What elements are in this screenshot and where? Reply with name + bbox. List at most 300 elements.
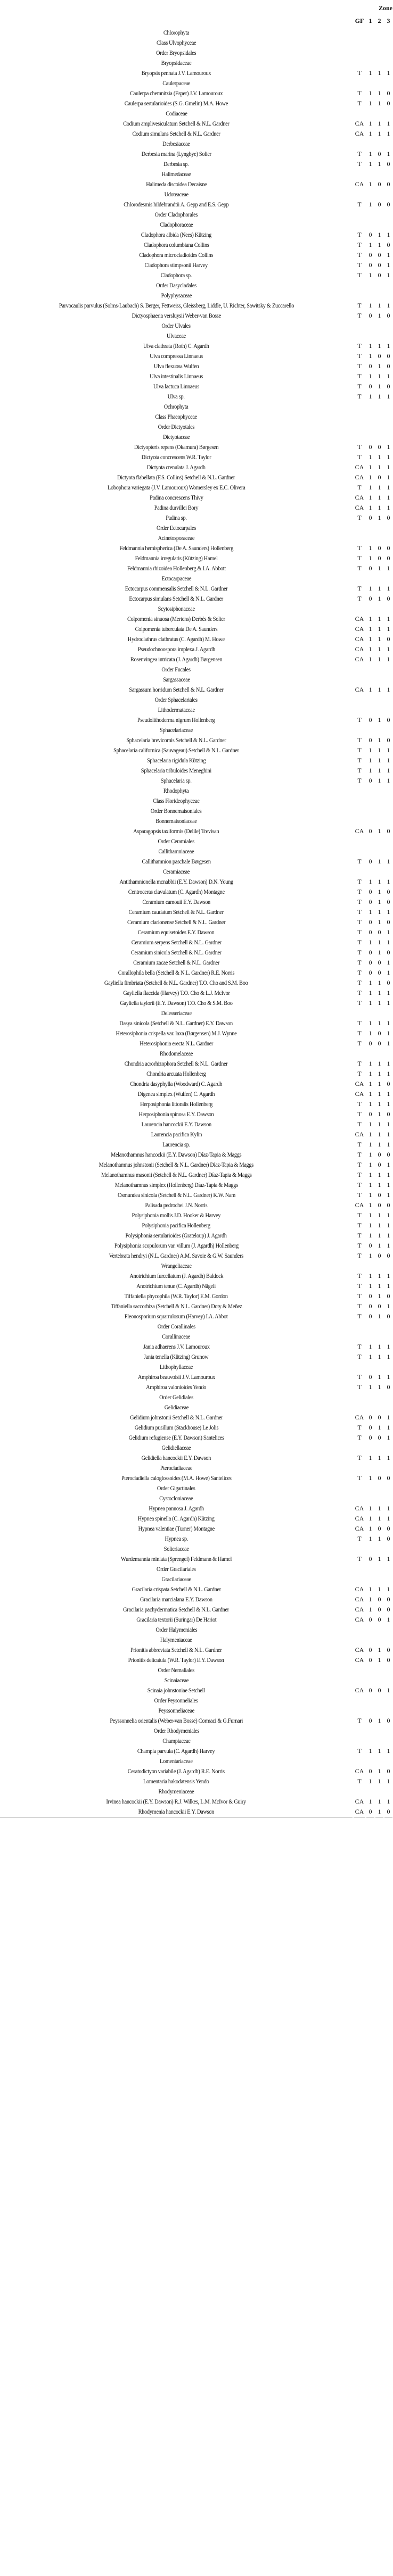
species-name-cell	[0, 1352, 353, 1362]
zone-3-cell: 0	[387, 1252, 390, 1259]
taxon-heading-row	[0, 1665, 392, 1675]
zone-1-cell	[366, 1706, 374, 1716]
taxon-name: Lithophyllaceae	[160, 1363, 193, 1370]
zone-3-cell: 0	[387, 888, 390, 895]
taxon-name-cell	[0, 786, 353, 796]
species-row	[0, 1807, 392, 1817]
taxon-name-cell	[0, 1736, 353, 1746]
zone-2-cell: 1	[378, 1211, 381, 1219]
zone-2-cell: 1	[378, 1292, 381, 1300]
zone-3-cell: 0	[387, 362, 390, 370]
taxon-heading-row	[0, 664, 392, 675]
zone-1-cell: 1	[369, 1221, 372, 1229]
zone-2-cell: 1	[378, 241, 381, 248]
zone-2-cell	[375, 1332, 383, 1342]
zone-2-cell: 1	[378, 888, 381, 895]
zone-1-cell: 1	[369, 1747, 372, 1755]
species-name-cell	[0, 1129, 353, 1140]
zone-1-cell: 1	[369, 686, 372, 693]
taxon-name-cell	[0, 109, 353, 119]
zone-3-cell: 1	[387, 959, 390, 966]
species-name-cell	[0, 1160, 353, 1170]
growth-form-cell	[354, 432, 365, 442]
species-name: Chondria arcuata Hollenberg	[146, 1070, 206, 1077]
zone-1-cell	[366, 1696, 374, 1706]
species-row	[0, 998, 392, 1008]
species-row	[0, 1605, 392, 1615]
growth-form-cell: T	[357, 736, 362, 744]
zone-2-cell	[375, 695, 383, 705]
taxon-name-cell	[0, 290, 353, 301]
species-name-cell	[0, 1685, 353, 1696]
zone-1-cell	[366, 725, 374, 735]
species-name-cell	[0, 968, 353, 978]
species-name: Ulva flexuosa Wulfen	[153, 362, 199, 370]
growth-form-cell: T	[357, 1161, 362, 1168]
taxon-heading-row	[0, 1786, 392, 1797]
growth-form-cell: T	[357, 1171, 362, 1178]
zone-1-cell: 0	[369, 969, 372, 976]
species-name-cell	[0, 1301, 353, 1311]
taxon-name: Callithamniaceae	[158, 847, 194, 855]
species-row	[0, 1584, 392, 1594]
zone-2-cell: 0	[378, 180, 381, 188]
taxon-heading-row	[0, 816, 392, 826]
growth-form-cell	[354, 1786, 365, 1797]
species-name: Ceramium clarionense Setchell & N.L. Gardner	[127, 918, 226, 926]
taxon-name-cell	[0, 1362, 353, 1372]
taxon-name: Order Dasycladales	[156, 281, 196, 289]
growth-form-cell	[354, 1463, 365, 1473]
growth-form-cell	[354, 1493, 365, 1503]
species-name-cell	[0, 776, 353, 786]
zone-3-cell: 1	[387, 1100, 390, 1108]
growth-form-cell: CA	[355, 625, 364, 633]
species-row	[0, 1685, 392, 1696]
zone-3-cell	[384, 1332, 392, 1342]
species-row	[0, 311, 392, 321]
growth-form-cell: CA	[355, 1616, 364, 1623]
species-row	[0, 1766, 392, 1776]
species-row	[0, 1776, 392, 1786]
zone-3-cell	[384, 1756, 392, 1766]
blank-header-cell	[0, 0, 353, 14]
growth-form-cell	[354, 1402, 365, 1412]
species-name: Ulva clathrata (Roth) C. Agardh	[143, 342, 209, 350]
growth-form-cell	[354, 48, 365, 58]
growth-form-cell: T	[357, 514, 362, 521]
zone-1-cell	[366, 836, 374, 846]
taxon-heading-row	[0, 1564, 392, 1574]
taxon-heading-row	[0, 321, 392, 331]
taxon-heading-row	[0, 1706, 392, 1716]
species-name-cell	[0, 1605, 353, 1615]
zone-3-cell: 0	[387, 1383, 390, 1391]
zone-2-cell	[375, 1706, 383, 1716]
species-name: Wurdemannia miniata (Sprengel) Feldmann & Hamel	[120, 1555, 232, 1563]
zone-1-cell	[366, 189, 374, 200]
taxon-name-cell	[0, 1261, 353, 1271]
species-name-cell	[0, 1028, 353, 1038]
zone-3-cell: 1	[387, 463, 390, 471]
taxon-heading-row	[0, 1675, 392, 1685]
zone-2-cell	[375, 867, 383, 877]
species-row	[0, 1038, 392, 1049]
zone-2-cell: 1	[378, 918, 381, 926]
zone-3-cell: 1	[387, 1747, 390, 1755]
growth-form-cell: T	[357, 393, 362, 400]
zone-1-cell	[366, 220, 374, 230]
species-row	[0, 1524, 392, 1534]
zone-2-cell: 1	[378, 898, 381, 905]
growth-form-cell: T	[357, 716, 362, 724]
zone-3-cell	[384, 836, 392, 846]
zone-1-cell: 1	[369, 1100, 372, 1108]
growth-form-cell	[354, 1332, 365, 1342]
growth-form-cell: CA	[355, 1080, 364, 1087]
zone-3-cell	[384, 169, 392, 179]
growth-form-cell	[354, 280, 365, 290]
growth-form-cell: T	[357, 1777, 362, 1785]
species-name-cell	[0, 937, 353, 948]
growth-form-cell: T	[357, 160, 362, 168]
zone-2-cell: 1	[378, 1232, 381, 1239]
zone-1-cell	[366, 816, 374, 826]
growth-form-cell: T	[357, 1535, 362, 1542]
zone-1-cell: 1	[369, 1515, 372, 1522]
taxon-name: Order Ulvales	[161, 322, 191, 329]
growth-form-cell: T	[357, 1474, 362, 1482]
species-name-cell	[0, 129, 353, 139]
growth-form-cell	[354, 1675, 365, 1685]
zone-3-cell: 1	[387, 1686, 390, 1694]
taxon-name: Order Ectocarpales	[157, 524, 196, 531]
zone-1-cell	[366, 402, 374, 412]
zone-3-cell: 1	[387, 1060, 390, 1067]
zone-3-cell	[384, 1049, 392, 1059]
zone-3-cell: 1	[387, 231, 390, 238]
taxon-name: Order Dictyotales	[158, 423, 195, 430]
zone-1-cell: 0	[369, 261, 372, 269]
species-name: Dictyota concrescens W.R. Taylor	[141, 453, 211, 461]
species-row	[0, 614, 392, 624]
species-name: Ulva sp.	[167, 393, 185, 400]
zone-2-cell	[375, 1443, 383, 1453]
species-name: Dictyosphaeria versluysii Weber-van Bosse	[132, 312, 221, 319]
species-row	[0, 887, 392, 897]
growth-form-cell: T	[357, 938, 362, 946]
zone-1-cell: 0	[369, 231, 372, 238]
species-name-cell	[0, 927, 353, 937]
taxon-heading-row	[0, 210, 392, 220]
species-name-cell	[0, 978, 353, 988]
species-name: Tiffaniella phycophila (W.R. Taylor) E.M. Gordon	[125, 1292, 228, 1300]
taxon-name: Scinaiaceae	[164, 1676, 189, 1684]
taxon-heading-row	[0, 1332, 392, 1342]
taxon-name: Rhodomelaceae	[159, 1050, 193, 1057]
species-name: Heterosiphonia crispella var. laxa (Børgensen) M.J. Wynne	[116, 1029, 237, 1037]
growth-form-cell: CA	[355, 463, 364, 471]
zone-2-cell: 0	[378, 1434, 381, 1441]
species-name: Anotrichium tenue (C. Agardh) Nägeli	[136, 1282, 216, 1290]
species-name-cell	[0, 452, 353, 462]
growth-form-cell	[354, 533, 365, 543]
taxon-name: Caulerpaceae	[162, 79, 190, 87]
growth-form-cell: T	[357, 918, 362, 926]
species-name-cell	[0, 1109, 353, 1119]
growth-form-cell: CA	[354, 1807, 365, 1817]
zone-1-cell	[366, 1756, 374, 1766]
zone-2-cell	[375, 1261, 383, 1271]
species-name: Herposiphonia littoralis Hollenberg	[140, 1100, 213, 1108]
zone-3-cell: 0	[387, 201, 390, 208]
species-name: Gracilaria textorii (Suringar) De Hariot	[136, 1616, 217, 1623]
zone-2-cell	[375, 1402, 383, 1412]
growth-form-cell	[354, 1049, 365, 1059]
species-row	[0, 1140, 392, 1150]
species-row	[0, 270, 392, 280]
zone-1-cell: 0	[369, 928, 372, 936]
taxon-heading-row	[0, 1493, 392, 1503]
species-name-cell	[0, 250, 353, 260]
zone-1-cell: 1	[369, 1232, 372, 1239]
species-row	[0, 1514, 392, 1524]
species-name-cell	[0, 1220, 353, 1231]
zone-1-cell: 1	[369, 1060, 372, 1067]
species-name-cell	[0, 159, 353, 169]
species-name-cell	[0, 1645, 353, 1655]
species-name-cell	[0, 897, 353, 907]
zone-3-cell: 1	[387, 1161, 390, 1168]
taxon-name: Ochrophyta	[164, 403, 189, 410]
species-name: Cladophora sp.	[160, 271, 192, 279]
zone-2-cell: 0	[378, 1302, 381, 1310]
zone-3-cell: 0	[387, 99, 390, 107]
zone-3-cell: 1	[387, 494, 390, 501]
growth-form-cell: CA	[355, 1596, 364, 1603]
taxon-name: Halymeniaceae	[160, 1636, 192, 1643]
zone-1-cell	[366, 109, 374, 119]
taxon-name-cell	[0, 58, 353, 68]
zone-3-cell	[384, 220, 392, 230]
zone-2-cell: 1	[378, 1717, 381, 1724]
growth-form-cell	[354, 1756, 365, 1766]
zone-1-cell: 0	[369, 1434, 372, 1441]
zone-1-cell	[366, 1736, 374, 1746]
zone-1-cell: 0	[369, 918, 372, 926]
zone-1-cell	[366, 664, 374, 675]
taxon-heading-row	[0, 139, 392, 149]
zone-1-cell: 1	[369, 1474, 372, 1482]
zone-1-cell: 1	[369, 1777, 372, 1785]
taxon-name: Dictyotaceae	[162, 433, 190, 441]
species-name: Gracilaria pachydermatica Setchell & N.L. Gardner	[123, 1606, 230, 1613]
growth-form-cell: T	[357, 1029, 362, 1037]
taxon-name-cell	[0, 664, 353, 675]
species-row	[0, 1281, 392, 1291]
species-name: Melanothamnus hancockii (E.Y. Dawson) Díaz-Tapia & Maggs	[111, 1151, 242, 1158]
zone-2-cell: 1	[378, 1060, 381, 1067]
species-name: Amphiroa valonioides Yendo	[146, 1383, 207, 1391]
species-row	[0, 735, 392, 745]
zone-2-cell: 1	[378, 130, 381, 137]
zone-2-cell: 1	[378, 1505, 381, 1512]
zone-2-cell: 1	[378, 231, 381, 238]
zone-3-cell: 1	[387, 1029, 390, 1037]
species-name-cell	[0, 98, 353, 109]
zone-1-cell	[366, 210, 374, 220]
taxon-name: Gelidiellaceae	[161, 1444, 191, 1451]
growth-form-cell: CA	[355, 473, 364, 481]
species-name: Tiffaniella saccorhiza (Setchell & N.L. Gardner) Doty & Meñez	[110, 1302, 242, 1310]
species-name-cell	[0, 311, 353, 321]
zone-header-row	[0, 0, 392, 14]
taxon-heading-row	[0, 1008, 392, 1018]
zone-3-cell: 1	[387, 655, 390, 663]
zone-1-cell: 1	[369, 979, 372, 986]
taxon-name: Class Ulvophyceae	[156, 39, 196, 46]
zone-3-cell	[384, 867, 392, 877]
zone-1-cell: 0	[369, 1312, 372, 1320]
species-name: Callithamnion paschale Børgesen	[142, 858, 211, 865]
species-name-cell	[0, 1503, 353, 1514]
species-row	[0, 483, 392, 493]
zone-3-cell: 1	[387, 1414, 390, 1421]
growth-form-cell: CA	[355, 655, 364, 663]
species-name-cell	[0, 1210, 353, 1220]
taxon-heading-row	[0, 169, 392, 179]
species-name: Palisada pedrochei J.N. Norris	[145, 1201, 208, 1209]
species-name-cell	[0, 948, 353, 958]
species-name: Herposiphonia spinosa E.Y. Dawson	[138, 1110, 214, 1118]
taxon-name: Rhodophyta	[163, 787, 189, 794]
taxon-heading-row	[0, 109, 392, 119]
species-row	[0, 341, 392, 351]
taxon-name-cell	[0, 28, 353, 38]
growth-form-cell	[354, 139, 365, 149]
zone-2-cell	[375, 836, 383, 846]
zone-2-cell	[375, 806, 383, 816]
species-name: Padina concrescens Thivy	[149, 494, 203, 501]
growth-form-cell	[354, 796, 365, 806]
zone-3-cell	[384, 1564, 392, 1574]
zone-3-cell	[384, 109, 392, 119]
species-row	[0, 968, 392, 978]
species-name: Gracilaria crispata Setchell & N.L. Gardner	[132, 1585, 221, 1593]
zone-3-cell: 0	[387, 383, 390, 390]
species-name-cell	[0, 543, 353, 553]
taxon-name-cell	[0, 1675, 353, 1685]
zone-3-cell: 1	[387, 1454, 390, 1461]
zone-1-cell	[366, 533, 374, 543]
taxon-name: Scytosiphonaceae	[158, 605, 195, 612]
growth-form-cell	[354, 1544, 365, 1554]
zone-3-cell	[384, 1362, 392, 1372]
taxon-name-cell	[0, 1392, 353, 1402]
zone-2-cell	[375, 1049, 383, 1059]
taxon-name-cell	[0, 1544, 353, 1554]
zone-2-cell: 1	[378, 777, 381, 784]
taxon-heading-row	[0, 604, 392, 614]
taxon-name-cell	[0, 846, 353, 857]
species-row	[0, 1412, 392, 1423]
growth-form-cell: T	[357, 1353, 362, 1360]
species-name-cell	[0, 1594, 353, 1605]
taxon-name-cell	[0, 1008, 353, 1018]
taxon-heading-row	[0, 846, 392, 857]
zone-2-cell	[375, 1756, 383, 1766]
zone-3-cell: 1	[387, 271, 390, 279]
species-row	[0, 1372, 392, 1382]
taxon-name-cell	[0, 1574, 353, 1584]
zone-2-cell: 0	[378, 150, 381, 157]
species-name: Irvinea hancockii (E.Y. Dawson) R.J. Wilkes, L.M. McIvor & Guiry	[106, 1798, 247, 1805]
zone-1-cell: 1	[369, 372, 372, 380]
species-name-cell	[0, 1554, 353, 1564]
species-name: Ceramium camouii E.Y. Dawson	[142, 898, 210, 905]
species-name: Cladophora albida (Nees) Kützing	[141, 231, 212, 238]
species-name: Ulva lactuca Linnaeus	[153, 383, 199, 390]
species-row	[0, 1069, 392, 1079]
zone-3-cell	[384, 1736, 392, 1746]
zone-3-cell: 0	[387, 312, 390, 319]
zone-2-cell	[375, 1544, 383, 1554]
zone-1-cell: 0	[369, 777, 372, 784]
zone-2-cell: 0	[378, 1161, 381, 1168]
species-name: Melanothamnus masonii (Setchell & N.L. Gardner) Díaz-Tapia & Maggs	[101, 1171, 252, 1178]
zone-1-cell: 1	[369, 585, 372, 592]
taxon-name-cell	[0, 675, 353, 685]
zone-1-cell: 0	[369, 564, 372, 572]
zone-3-cell	[384, 1493, 392, 1503]
zone-3-cell: 0	[387, 1312, 390, 1320]
taxon-name: Corallinaceae	[162, 1333, 191, 1340]
taxon-heading-row	[0, 1574, 392, 1584]
species-name-cell	[0, 1473, 353, 1483]
zone-2-cell: 1	[378, 1747, 381, 1755]
zone-3-cell	[384, 816, 392, 826]
growth-form-cell	[354, 1696, 365, 1706]
zone-2-cell	[375, 1625, 383, 1635]
zone-1-cell: 0	[369, 1242, 372, 1249]
taxon-name-cell	[0, 523, 353, 533]
species-row	[0, 462, 392, 472]
zone-3-cell	[384, 1786, 392, 1797]
zone-1-cell: 1	[369, 352, 372, 360]
growth-form-cell: CA	[355, 1505, 364, 1512]
taxon-heading-row	[0, 422, 392, 432]
taxon-name-cell	[0, 1756, 353, 1766]
zone-1-cell	[366, 846, 374, 857]
growth-form-cell: T	[357, 231, 362, 238]
species-row	[0, 937, 392, 948]
zone-2-cell: 1	[378, 1424, 381, 1431]
species-name-cell	[0, 462, 353, 472]
species-name-cell	[0, 1170, 353, 1180]
species-name: Laurencia sp.	[162, 1141, 190, 1148]
growth-form-cell: T	[357, 1302, 362, 1310]
zone-2-cell: 1	[378, 1141, 381, 1148]
zone-3-cell: 0	[387, 1110, 390, 1118]
growth-form-cell: T	[357, 1555, 362, 1563]
zone-3-cell: 0	[387, 1080, 390, 1087]
species-name-cell	[0, 1038, 353, 1049]
zone-3-cell: 0	[387, 635, 390, 643]
species-name-cell	[0, 584, 353, 594]
taxon-name: Order Gelidiales	[159, 1393, 193, 1401]
zone-2-cell	[375, 604, 383, 614]
growth-form-cell: T	[357, 777, 362, 784]
